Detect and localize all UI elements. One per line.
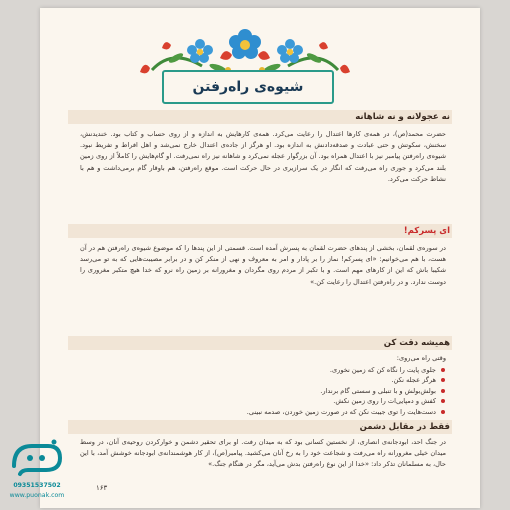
section-paragraph: در جنگ احد، ابودجانه‌ی انصاری، از نخستین کسانی بود که به میدان رفت. او برای تحقیر دشمن و خوارکردن روحیه‌ی آنان، در وسط میدان خیلی مغرورانه راه می‌رفت و شجاعت خود را به رخ آنان می‌کشید. پیامبر(ص)، از کار هوشمندانه‌ی ابودجانه خوشش آمد، با این حال، به مسلمانان تذکر داد: «خدا از این نوع راه‌رفتن بدش می‌آید، مگر در هنگام جنگ.» bbox=[80, 438, 446, 469]
watermark bbox=[2, 436, 72, 508]
section-title: نه عجولانه و نه شاهانه bbox=[355, 112, 450, 122]
bullet-icon bbox=[441, 410, 445, 414]
page-number: ۱۶۳ bbox=[96, 484, 108, 492]
list-item: بولش‌بولش و با تنبلی و سستی گام برندار. bbox=[80, 386, 446, 396]
section-heading-2 bbox=[404, 224, 450, 238]
bullet-icon bbox=[441, 378, 445, 382]
list-intro: وقتی راه می‌روی: bbox=[396, 354, 446, 362]
book-page bbox=[40, 8, 480, 508]
section-heading-3 bbox=[384, 336, 450, 350]
page-title: شیوه‌ی راه‌رفتن bbox=[192, 79, 304, 95]
list-item: کفش و دمپایی‌ات را روی زمین نکش. bbox=[80, 396, 446, 406]
section-title: فقط در مقابل دشمن bbox=[359, 422, 450, 432]
section-paragraph: حضرت محمد(ص)، در همه‌ی کارها اعتدال را رعایت می‌کرد. همه‌ی کارهایش به اندازه و از روی حساب و کتاب بود. خندیدنش، سخنش، سکوتش و حتی عبادت و صدقه‌دادنش به اندازه بود. او هرگز از جاده‌ی اعتدال خارج نمی‌شد و اهل افراط و تفریط نبود. شیوه‌ی راه‌رفتن پیامبر نیز با اعتدال همراه بود. آن بزرگوار عجله نمی‌کرد و شاهانه نیز راه نمی‌رفت. او گام‌هایش را کاملاً از روی زمین بلند می‌کرد و جوری راه می‌رفت که انگار در یک سرازیری در حال حرکت است. موقع راه‌رفتن، هم باوقار گام برمی‌داشت و هم با نشاط حرکت می‌کرد. bbox=[80, 130, 446, 183]
title-banner bbox=[132, 28, 358, 100]
section-heading-1 bbox=[355, 110, 450, 124]
watermark-site: www.puonak.com bbox=[9, 492, 65, 499]
bullet-icon bbox=[441, 399, 445, 403]
list-item: هرگز عجله نکن. bbox=[80, 375, 446, 385]
section-title: همیشه دقت کن bbox=[383, 338, 450, 348]
section-band bbox=[68, 224, 452, 238]
list-item: جلوی پایت را نگاه کن که زمین نخوری. bbox=[80, 365, 446, 375]
section-paragraph: در سوره‌ی لقمان، بخشی از پندهای حضرت لقمان به پسرش آمده است. قسمتی از این پندها را که موضوع شیوه‌ی راه‌رفتن هم در آن هست، با هم می‌خوانیم: «ای پسرکم! نماز را بر پادار و امر به معروف و نهی از منکر کن و در برابر مصیبت‌هایی که به تو می‌رسد شکیبا باش که این از کارهای مهم است. و با تکبر از مردم روی مگردان و مغرورانه بر زمین راه نرو که خدا هیچ متکبر مغروری را دوست ندارد. و در راه‌رفتن اعتدال را رعایت کن.» bbox=[80, 244, 446, 286]
section-heading-4 bbox=[360, 420, 450, 434]
list-item: دست‌هایت را توی جیبت نکن که در صورت زمین خوردن، صدمه نبینی. bbox=[80, 407, 446, 417]
section-title: ای پسرکم! bbox=[403, 226, 450, 236]
puonak-logo-icon bbox=[8, 436, 66, 480]
bullet-icon bbox=[441, 389, 445, 393]
watermark-phone: 09351537502 bbox=[13, 482, 61, 489]
title-frame bbox=[162, 70, 334, 104]
tips-list bbox=[80, 365, 446, 417]
bullet-icon bbox=[441, 368, 445, 372]
